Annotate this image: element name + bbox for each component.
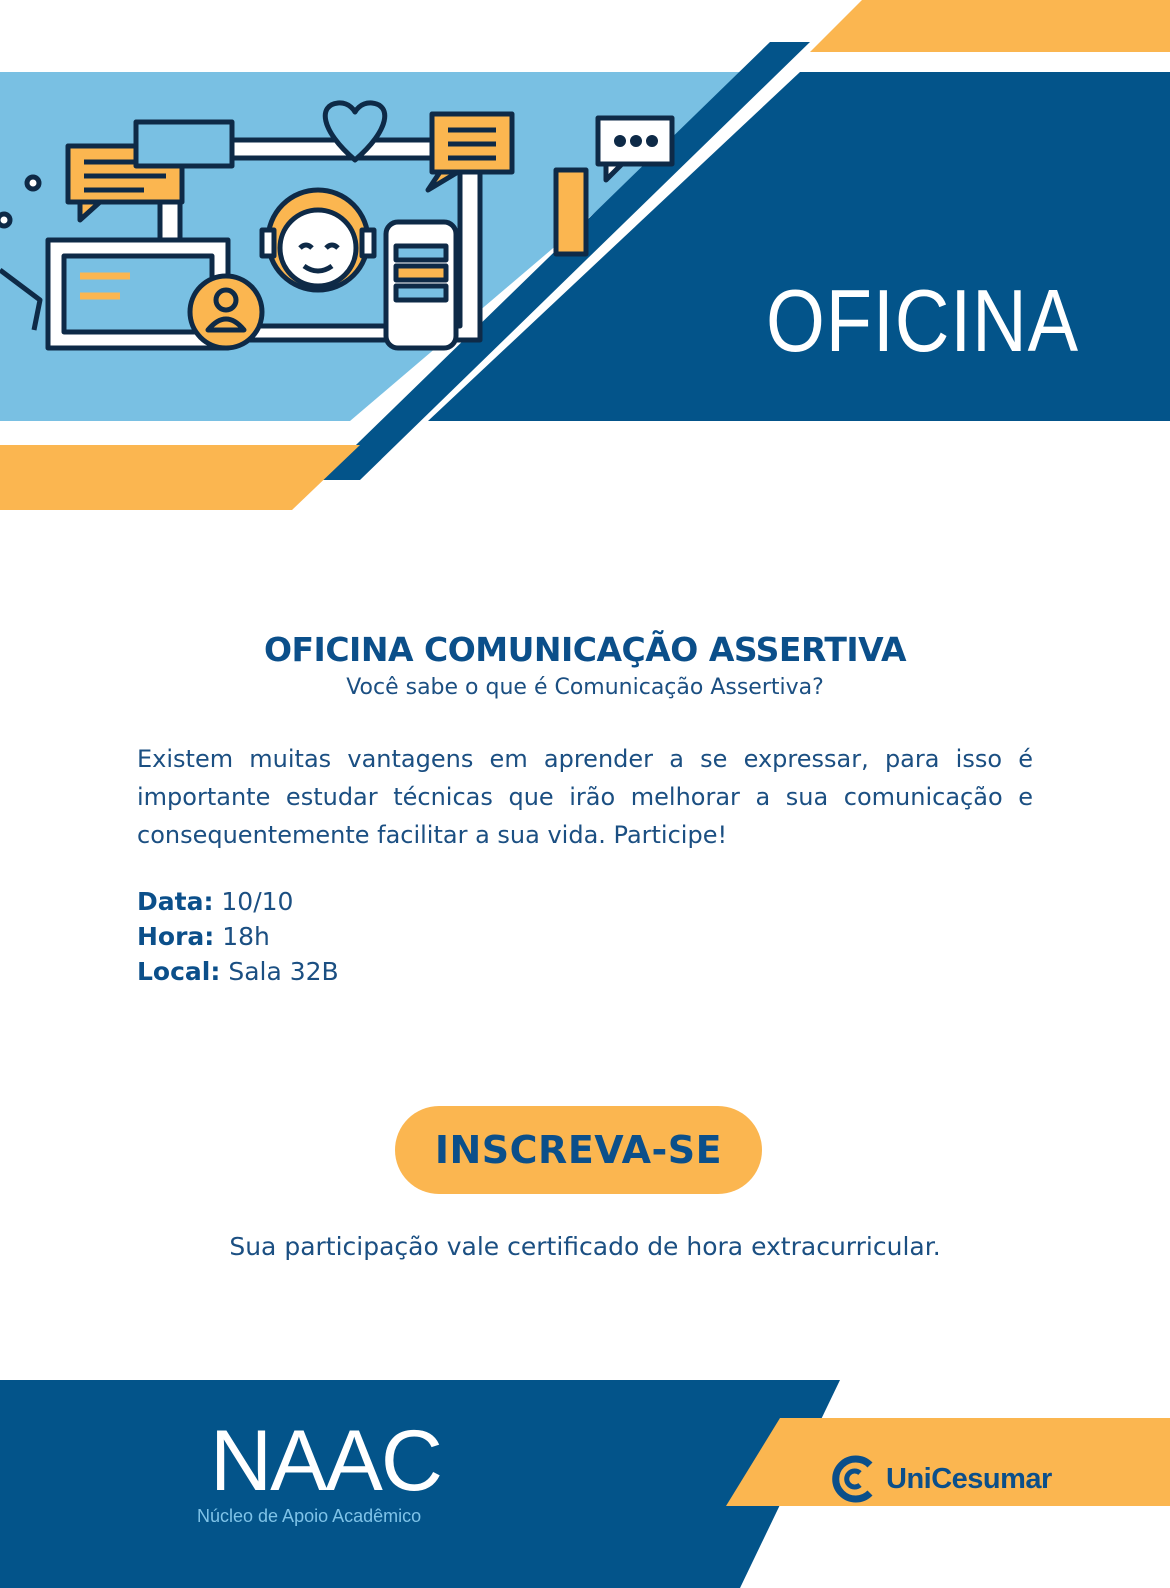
event-subtitle: Você sabe o que é Comunicação Assertiva? <box>346 675 824 700</box>
detail-value: Sala 32B <box>228 957 339 986</box>
unicesumar-emblem-icon <box>830 1455 878 1503</box>
banner-title: OFICINA <box>766 271 1079 370</box>
detail-value: 10/10 <box>221 887 294 916</box>
event-title: OFICINA COMUNICAÇÃO ASSERTIVA <box>263 630 907 669</box>
naac-subtitle: Núcleo de Apoio Acadêmico <box>197 1506 422 1526</box>
register-button[interactable]: INSCREVA-SE <box>395 1106 762 1194</box>
detail-value: 18h <box>222 922 270 951</box>
event-content <box>137 630 1033 989</box>
detail-label: Data: <box>137 887 214 916</box>
detail-time <box>137 919 1033 954</box>
event-details <box>137 884 1033 989</box>
unicesumar-logo <box>830 1455 1052 1503</box>
detail-location <box>137 954 1033 989</box>
header-banner <box>0 0 1170 520</box>
pencil-icon <box>556 170 586 254</box>
detail-label: Local: <box>137 957 221 986</box>
unicesumar-wordmark: UniCesumar <box>886 1462 1052 1495</box>
certificate-note: Sua participação vale certificado de hora extracurricular. <box>229 1232 941 1261</box>
detail-date <box>137 884 1033 919</box>
naac-logo: NAAC <box>210 1413 441 1509</box>
event-description: Existem muitas vantagens em aprender a se expressar, para isso é importante estudar técnicas que irão melhorar a sua comunicação e consequentemente facilitar a sua vida. Participe! <box>137 745 1033 849</box>
chat-bubble-icon <box>136 122 232 166</box>
detail-label: Hora: <box>137 922 215 951</box>
